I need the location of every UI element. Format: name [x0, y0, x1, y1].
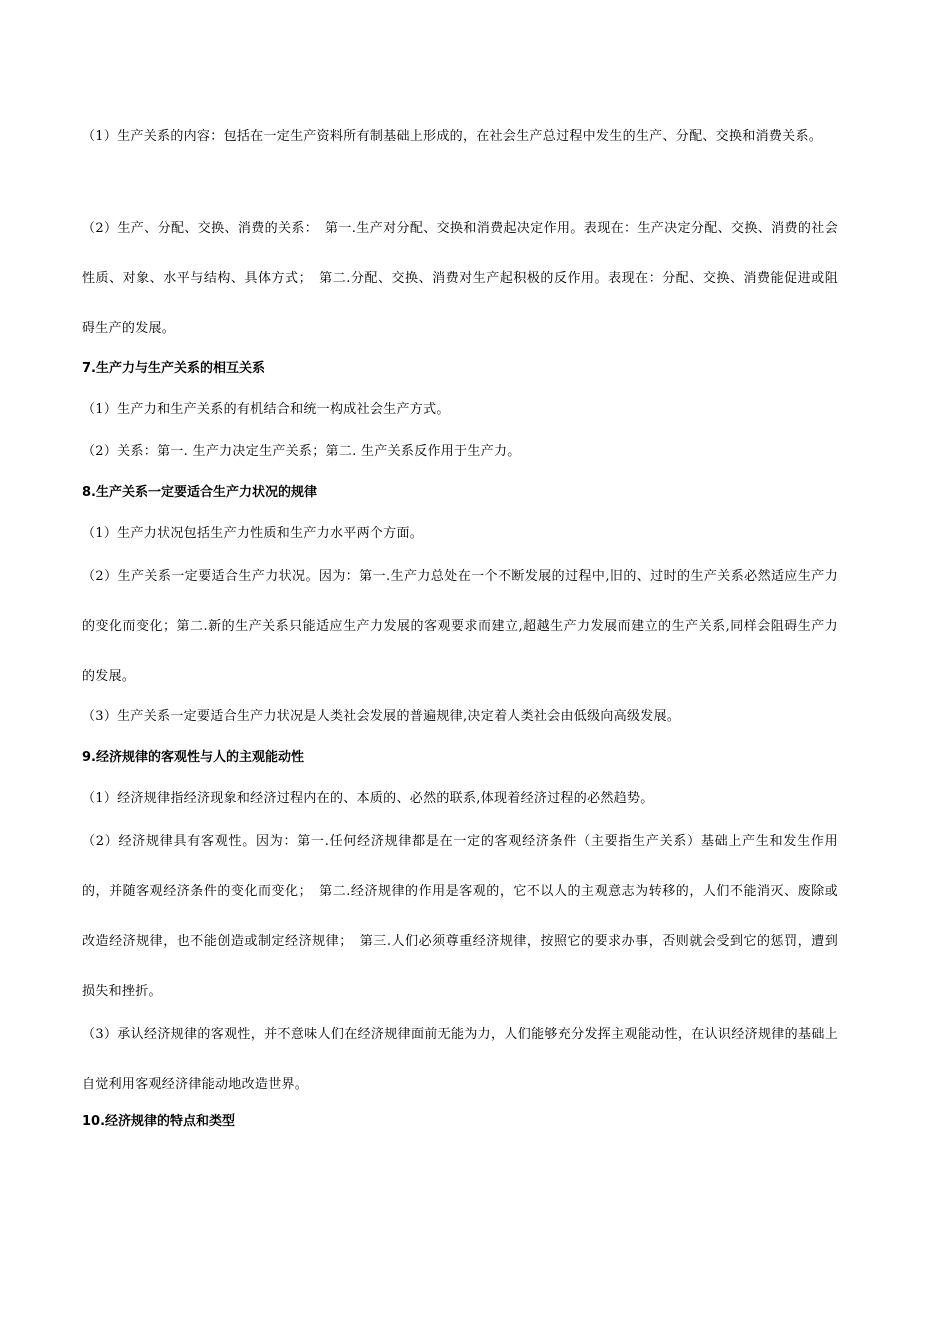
paragraph-production-relations-content: （1）生产关系的内容：包括在一定生产资料所有制基础上形成的，在社会生产总过程中发生的生产、分配、交换和消费关系。 [82, 129, 823, 144]
paragraph-mode-of-production: （1）生产力和生产关系的有机结合和统一构成社会生产方式。 [82, 402, 450, 417]
paragraph-subjective-initiative: （3）承认经济规律的客观性，并不意味人们在经济规律面前无能为力，人们能够充分发挥主观能动性，在认识经济规律的基础上自觉利用客观经济律能动地改造世界。 [82, 1027, 838, 1092]
section-heading-8: 8.生产关系一定要适合生产力状况的规律 [82, 485, 317, 500]
paragraph-productive-forces-status: （1）生产力状况包括生产力性质和生产力水平两个方面。 [82, 526, 424, 541]
section-heading-10: 10.经济规律的特点和类型 [82, 1114, 236, 1129]
paragraph-production-distribution-relations: （2）生产、分配、交换、消费的关系： 第一.生产对分配、交换和消费起决定作用。表现在：生产决定分配、交换、消费的社会性质、对象、水平与结构、具体方式； 第二.分配、交换、消费对生产起积极的反作用。表现在：分配、交换、消费能促进或阻碍生产的发展。 [82, 221, 838, 336]
paragraph-relations-must-fit-forces: （2）生产关系一定要适合生产力状况。因为：第一.生产力总处在一个不断发展的过程中,旧的、过时的生产关系必然适应生产力的变化而变化；第二.新的生产关系只能适应生产力发展的客观要求而建立,超越生产力发展而建立的生产关系,同样会阻碍生产力的发展。 [82, 569, 838, 684]
paragraph-forces-relations-relationship: （2）关系：第一. 生产力决定生产关系；第二. 生产关系反作用于生产力。 [82, 444, 521, 459]
section-heading-9: 9.经济规律的客观性与人的主观能动性 [82, 750, 304, 765]
paragraph-universal-law: （3）生产关系一定要适合生产力状况是人类社会发展的普遍规律,决定着人类社会由低级向高级发展。 [82, 709, 681, 724]
section-heading-7: 7.生产力与生产关系的相互关系 [82, 361, 265, 376]
paragraph-economic-law-definition: （1）经济规律指经济现象和经济过程内在的、本质的、必然的联系,体现着经济过程的必然趋势。 [82, 791, 654, 806]
paragraph-economic-law-objectivity: （2）经济规律具有客观性。因为：第一.任何经济规律都是在一定的客观经济条件（主要指生产关系）基础上产生和发生作用的，并随客观经济条件的变化而变化； 第二.经济规律的作用是客观的，它不以人的主观意志为转移的，人们不能消灭、废除或改造经济规律，也不能创造或制定经济规律； 第三.人们必须尊重经济规律，按照它的要求办事，否则就会受到它的惩罚，遭到损失和挫折。 [82, 834, 838, 999]
